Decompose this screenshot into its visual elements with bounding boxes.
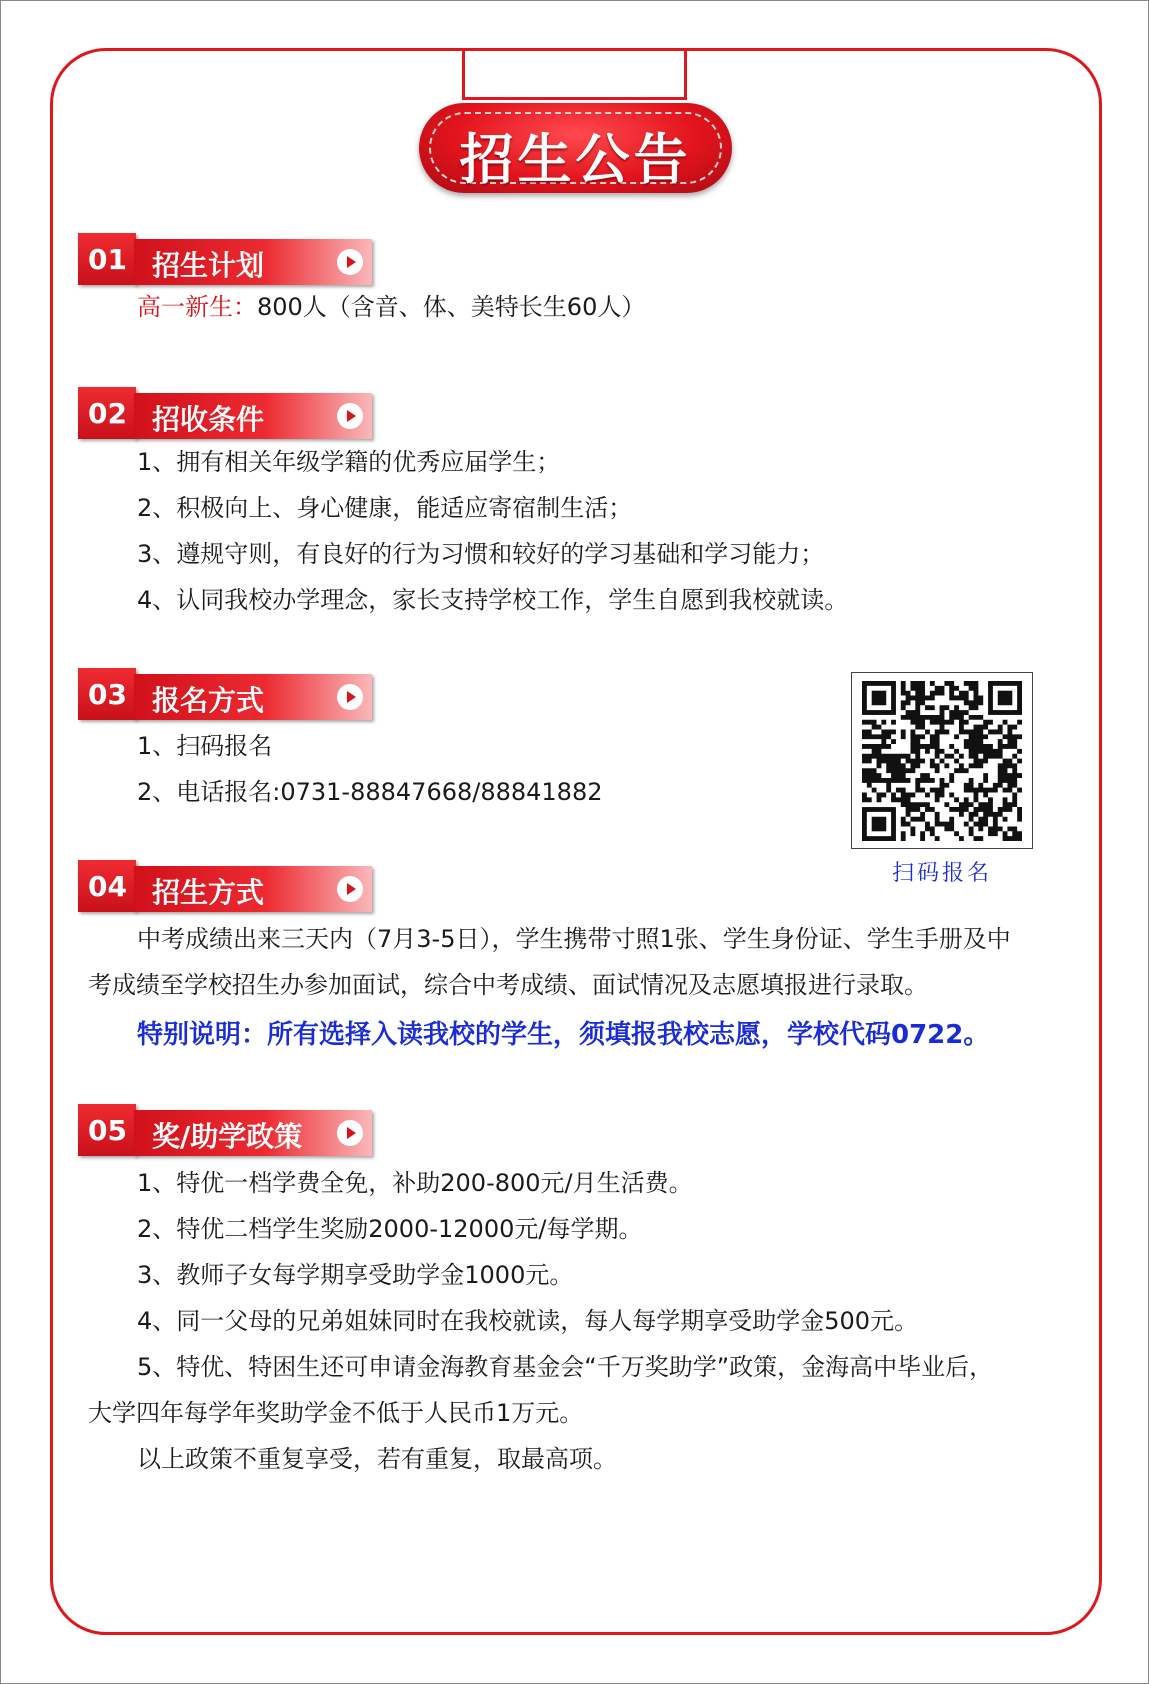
section-header-conditions: [78, 387, 372, 439]
policy-item: 4、同一父母的兄弟姐妹同时在我校就读，每人每学期享受助学金500元。: [137, 1307, 919, 1335]
condition-item: 3、遵规守则，有良好的行为习惯和较好的学习基础和学习能力；: [137, 540, 825, 568]
policy-item: 1、特优一档学费全免，补助200-800元/月生活费。: [137, 1169, 693, 1197]
method-line-2: 考成绩至学校招生办参加面试，综合中考成绩、面试情况及志愿填报进行录取。: [88, 971, 928, 999]
condition-item: 4、认同我校办学理念，家长支持学校工作，学生自愿到我校就读。: [137, 586, 849, 614]
section-title: 招生计划: [152, 249, 265, 282]
policy-item: 5、特优、特困生还可申请金海教育基金会“千万奖助学”政策，金海高中毕业后，: [137, 1353, 994, 1381]
condition-item: 1、拥有相关年级学籍的优秀应届学生；: [137, 448, 561, 476]
section-title: 奖/助学政策: [152, 1120, 303, 1153]
special-note: 特别说明：所有选择入读我校的学生，须填报我校志愿，学校代码0722。: [137, 1020, 990, 1050]
plan-text: 800人（含音、体、美特长生60人）: [257, 293, 646, 321]
section-title: 招生方式: [152, 876, 265, 909]
section-header-signup: [78, 668, 372, 720]
policy-item: 3、教师子女每学期享受助学金1000元。: [137, 1261, 574, 1289]
qr-code-icon: [862, 681, 1022, 841]
play-arrow-icon: [337, 684, 363, 710]
condition-item: 2、积极向上、身心健康，能适应寄宿制生活；: [137, 494, 633, 522]
hanger-bar: [462, 97, 687, 100]
section-number: 01: [88, 243, 127, 276]
hanger-right: [684, 48, 687, 100]
section-number: 04: [88, 870, 127, 903]
signup-item: 1、扫码报名: [137, 732, 273, 760]
section-header-policy: [78, 1104, 372, 1156]
page-title: 招生公告: [459, 128, 692, 191]
play-arrow-icon: [337, 403, 363, 429]
qr-caption: 扫码报名: [891, 861, 992, 886]
policy-item: 2、特优二档学生奖励2000-12000元/每学期。: [137, 1215, 643, 1243]
method-line-1: 中考成绩出来三天内（7月3-5日），学生携带寸照1张、学生身份证、学生手册及中: [137, 925, 1011, 953]
section-header-method: [78, 860, 372, 912]
title-badge: [419, 103, 732, 193]
policy-item: 大学四年每学年奖助学金不低于人民币1万元。: [88, 1399, 584, 1427]
section-number: 05: [88, 1114, 127, 1147]
signup-item: 2、电话报名:0731-88847668/88841882: [137, 778, 603, 806]
qr-code: [851, 672, 1033, 849]
policy-item: 以上政策不重复享受，若有重复，取最高项。: [137, 1445, 617, 1473]
plan-label: 高一新生：: [137, 293, 257, 321]
play-arrow-icon: [337, 876, 363, 902]
section-title: 报名方式: [152, 684, 265, 717]
qr-finder-mark: [864, 809, 893, 838]
section-title: 招收条件: [152, 403, 265, 436]
qr-finder-mark: [864, 683, 893, 712]
section-number: 03: [88, 678, 127, 711]
hanger-left: [462, 48, 465, 100]
section-header-plan: [78, 233, 372, 285]
qr-finder-mark: [990, 683, 1019, 712]
section-number: 02: [88, 397, 127, 430]
play-arrow-icon: [337, 249, 363, 275]
plan-line: [137, 290, 645, 324]
play-arrow-icon: [337, 1120, 363, 1146]
